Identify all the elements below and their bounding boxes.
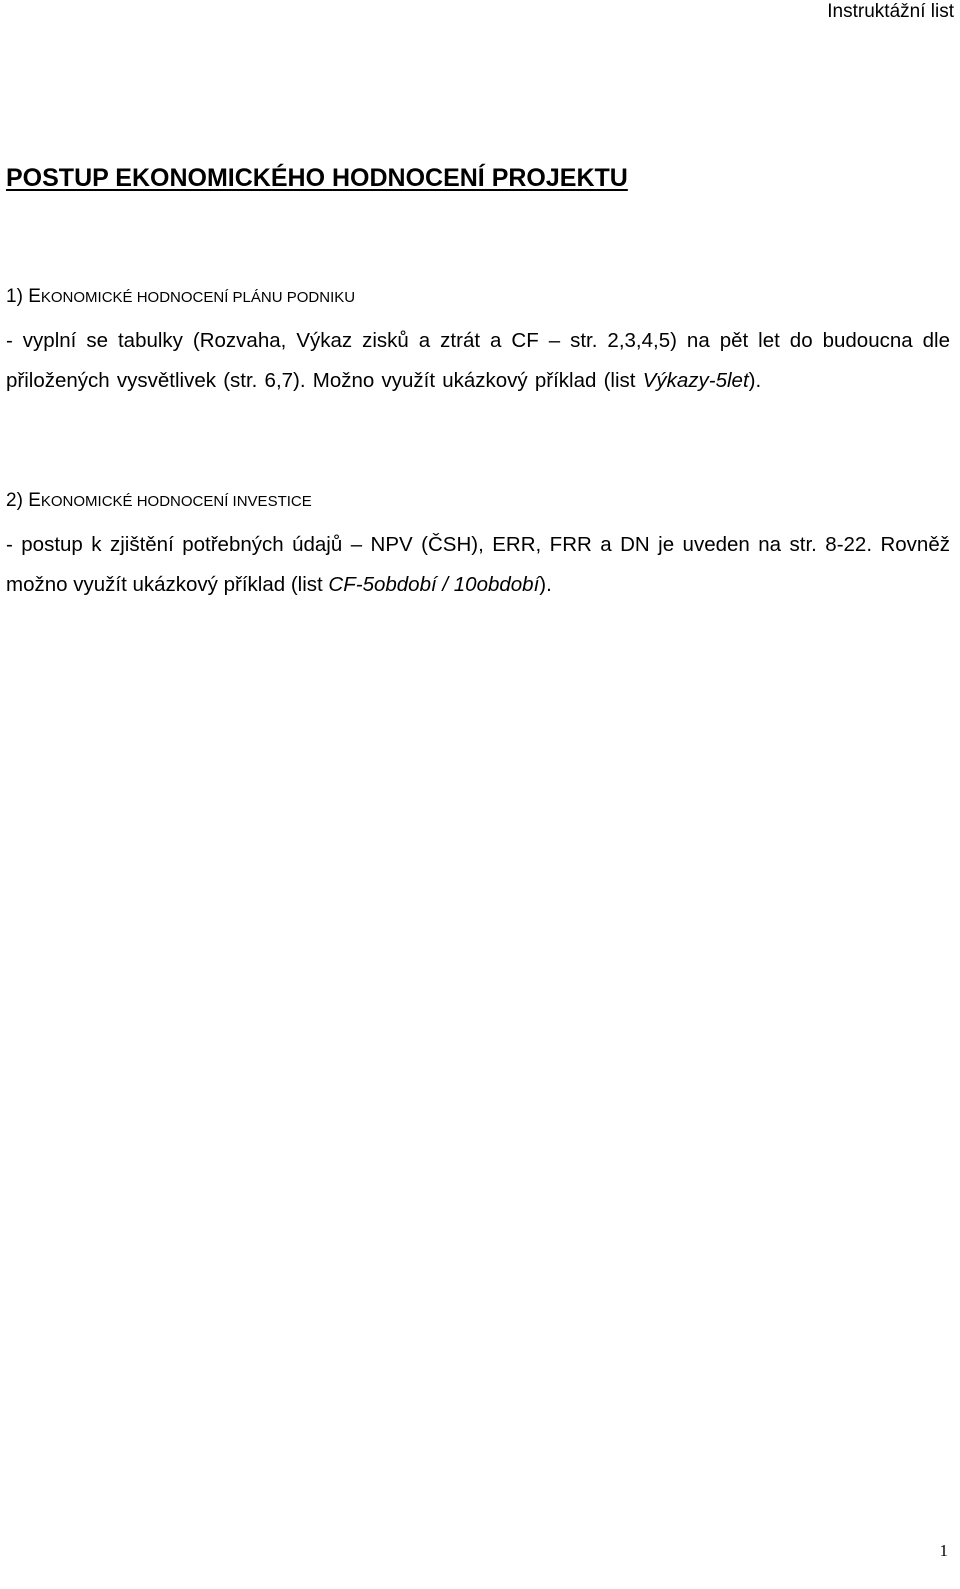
paragraph-text: - postup k zjištění potřebných údajů – NPV (ČSH), ERR, FRR a DN je uveden na str. 8-22. Rovněž možno využít ukázkový příklad (list <box>6 533 950 596</box>
section-number: 2) <box>6 490 23 511</box>
document-title: POSTUP EKONOMICKÉHO HODNOCENÍ PROJEKTU <box>6 164 628 192</box>
sheet-name: Výkazy-5let <box>642 369 749 392</box>
section-business-plan <box>6 286 950 401</box>
paragraph-text-end: ). <box>539 573 552 596</box>
section-number: 1) <box>6 286 23 307</box>
page-header: Instruktážní list <box>827 1 954 22</box>
heading-initial: E <box>28 490 41 511</box>
page-number: 1 <box>939 1541 948 1560</box>
sheet-name: CF-5období / 10období <box>328 573 540 596</box>
paragraph-text-end: ). <box>748 369 762 392</box>
paragraph-text: - vyplní se tabulky (Rozvaha, Výkaz zisků a ztrát a CF – str. 2,3,4,5) na pět let do budoucna dle přiložených vysvětlivek (str. 6,7). Možno využít ukázkový příklad (list <box>6 329 950 392</box>
heading-rest: KONOMICKÉ HODNOCENÍ PLÁNU PODNIKU <box>40 289 356 306</box>
section-heading <box>6 286 950 309</box>
heading-initial: E <box>28 286 41 307</box>
heading-rest: KONOMICKÉ HODNOCENÍ INVESTICE <box>40 493 312 510</box>
section-paragraph <box>6 321 950 401</box>
section-heading <box>6 490 950 513</box>
section-investment <box>6 490 950 605</box>
section-paragraph <box>6 525 950 605</box>
